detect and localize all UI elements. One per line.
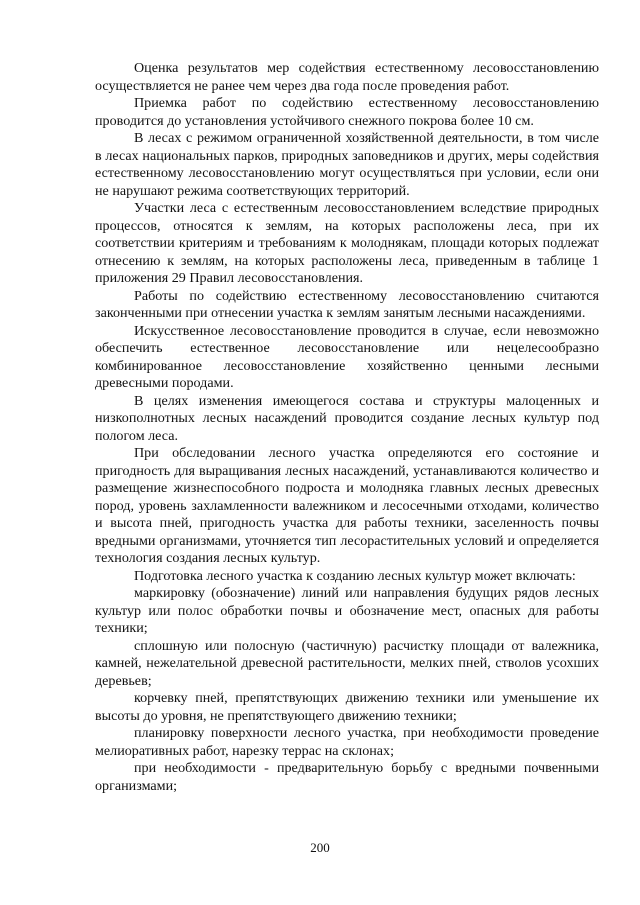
paragraph: Участки леса с естественным лесовосстановлением вследствие природных процессов, относятся к землям, на которых расположены леса, при их соответствии критериям и требованиям к молоднякам, площади которых подлежат отнесению к землям, на которых расположены леса, приведенным в таблице 1 приложения 29 Правил лесовосстановления.	[95, 200, 599, 286]
page-number: 200	[310, 840, 330, 855]
list-item: при необходимости - предварительную борьбу с вредными почвенными организмами;	[95, 760, 599, 794]
paragraph: Приемка работ по содействию естественному лесовосстановлению проводится до установления устойчивого снежного покрова более 10 см.	[95, 95, 599, 129]
list-item: сплошную или полосную (частичную) расчистку площади от валежника, камней, нежелательной древесной растительности, мелких пней, стволов усохших деревьев;	[95, 637, 599, 689]
paragraph: Подготовка лесного участка к созданию лесных культур может включать:	[134, 567, 576, 584]
list-item: корчевку пней, препятствующих движению техники или уменьшение их высоты до уровня, не препятствующего движению техники;	[95, 690, 599, 724]
paragraph: Работы по содействию естественному лесовосстановлению считаются законченными при отнесении участка к землям занятым лесными насаждениями.	[95, 287, 599, 321]
list-item: маркировку (обозначение) линий или направления будущих рядов лесных культур или полос обработки почвы и обозначение мест, опасных для работы техники;	[95, 585, 599, 636]
document-body	[95, 60, 599, 795]
paragraph: В целях изменения имеющегося состава и структуры малоценных и низкополнотных лесных насаждений проводится создание лесных культур под пологом леса.	[95, 392, 599, 444]
paragraph: При обследовании лесного участка определяются его состояние и пригодность для выращивания лесных насаждений, устанавливаются количество и размещение жизнеспособного подроста и молодняка главных лесных древесных пород, уровень захламленности валежником и лесосечными отходами, количество и высота пней, пригодность участка для работы техники, заселенность почвы вредными организмами, уточняется тип лесорастительных условий и определяется технология создания лесных культур.	[95, 445, 599, 566]
paragraph: В лесах с режимом ограниченной хозяйственной деятельности, в том числе в лесах национальных парков, природных заповедников и других, меры содействия естественному лесовосстановлению могут осуществляться при условии, если они не нарушают режима соответствующих территорий.	[95, 130, 599, 199]
paragraph: Оценка результатов мер содействия естественному лесовосстановлению осуществляется не ранее чем через два года после проведения работ.	[95, 60, 599, 94]
paragraph: Искусственное лесовосстановление проводится в случае, если невозможно обеспечить естественное лесовосстановление или нецелесообразно комбинированное лесовосстановление хозяйственно ценными лесными древесными породами.	[95, 322, 599, 391]
list-item: планировку поверхности лесного участка, при необходимости проведение мелиоративных работ, нарезку террас на склонах;	[95, 725, 599, 759]
